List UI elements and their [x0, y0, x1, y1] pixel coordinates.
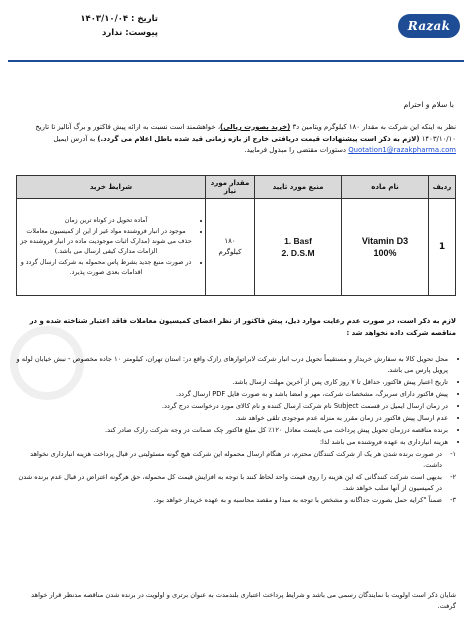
intro-bold: (لازم به ذکر است پیشنهادات قیمت دریافتی خارج از بازه زمانی قید شده باطل اعلام می گردد.)	[97, 134, 420, 143]
intro-text-1: نظر به اینکه این شرکت به مقدار ۱۸۰ کیلوگرم ویتامین د۳	[290, 123, 456, 131]
list-item: • تاریخ اعتبار پیش فاکتور، حداقل تا ۷ روز کاری پس از آخرین مهلت ارسال باشد.	[14, 377, 448, 388]
sub-item-text: در صورت برنده شدن هر یک از شرکت کنندگان محترم، در هنگام ارسال محموله این شرکت هیچ گونه مسئولیتی در قبال پرداخت هزینه انبارداری نخواهد داشت.	[30, 450, 442, 469]
intro-text-3: به آدرس ایمیل	[53, 134, 98, 143]
requirements-list	[14, 354, 458, 507]
condition-item: • در صورت منبع جدید بشرط پاس محموله به شرکت ارسال گردد و اقدامات بعدی صورت پذیرد.	[20, 258, 192, 278]
greeting: با سلام و احترام	[403, 100, 454, 109]
row-index: 1	[429, 199, 456, 296]
condition-item: • آماده تحویل در کوتاه ترین زمان	[20, 216, 192, 226]
closing-paragraph: شایان ذکر است اولویت با نمایندگان رسمی می باشد و شرایط پرداخت اعتباری بلندمدت به عنوان برتری و اولویت در برنده شدن مناقصه مدنظر قرار خواهد گرفت.	[31, 591, 456, 610]
material-name: Vitamin D3	[361, 236, 409, 246]
sub-item-number: ۲-	[450, 473, 456, 481]
quantity-value: ۱۸۰	[224, 237, 236, 245]
table-row	[17, 199, 456, 296]
list-item: • در زمان ارسال ایمیل در قسمت Subject نام شرکت ارسال کننده و نام کالای مورد درخواست درج گردد.	[14, 401, 448, 412]
row-source	[255, 199, 342, 296]
logo-text: Razak	[407, 19, 451, 33]
row-quantity	[206, 199, 255, 296]
date-label: تاریخ : ۱۴۰۳/۱۰/۰۴	[80, 14, 158, 24]
header-divider	[8, 60, 464, 62]
source-1: 1. Basf	[284, 236, 312, 246]
intro-paragraph	[16, 122, 456, 157]
col-source: منبع مورد تایید	[255, 176, 342, 199]
table-header-row	[17, 176, 456, 199]
condition-item: • موجود در انبار فروشنده مواد غیر از این از کمیسیون معاملات حذف می شوند (مدارک اثبات موجودیت ماده در انبار فروشنده جز الزامات مدارک کیفی ارسال می باشد.)	[20, 227, 192, 257]
intro-text-2: ، خواهشمند است نسبت به ارائه پیش فاکتور و برگ آنالیز تا تاریخ ۱۴۰۳/۱۰/۱۰	[35, 123, 456, 143]
material-purity: 100%	[373, 248, 397, 258]
row-conditions	[17, 199, 206, 296]
col-quantity: مقدار مورد نیاز	[206, 176, 255, 199]
sub-item-number: ۳-	[450, 496, 456, 504]
items-table	[16, 175, 456, 296]
source-2: 2. D.S.M	[281, 248, 315, 258]
razak-logo	[398, 14, 460, 38]
list-item: • هزینه انبارداری به عهده فروشنده می باشد لذا:	[14, 437, 448, 448]
attachment-label: پیوست: ندارد	[102, 28, 158, 38]
row-material	[342, 199, 429, 296]
list-item: • برنده مناقصه درزمان تحویل پیش پرداخت می بایست معادل ۱۲۰٪ کل مبلغ فاکتور چک ضمانت در وجه شرکت رازک صادر کند.	[14, 425, 448, 436]
sub-item	[14, 449, 456, 471]
list-item: • پیش فاکتور دارای سربرگ، مشخصات شرکت، مهر و امضا باشد و به صورت فایل PDF ارسال گردد.	[14, 389, 448, 400]
email-link[interactable]: Quotation1@razakpharma.com	[348, 146, 456, 154]
sub-item-text: بدیهی است شرکت کنندگانی که این هزینه را روی قیمت واحد لحاظ کنند با توجه به افزایش قیمت کل محموله، حق هرگونه اعتراض در قبال عدم برنده شدن در کمیسیون از آنها سلب خواهد شد.	[18, 473, 442, 492]
col-material: نام ماده	[342, 176, 429, 199]
quantity-unit: کیلوگرم	[218, 248, 242, 256]
list-item: • عدم ارسال پیش فاکتور در زمان مقرر به منزله عدم موجودی تلقی خواهد شد.	[14, 413, 448, 424]
warning-paragraph: لازم به ذکر است، در صورت عدم رعایت موارد ذیل، پیش فاکتور از نظر اعضای کمیسیون معاملات فاقد اعتبار شناخته شده و در مناقصه شرکت داده نخواهد شد :	[29, 317, 456, 337]
sub-item	[14, 472, 456, 494]
intro-text-4: دستورات مقتضی را مبذول فرمایید.	[244, 146, 349, 154]
col-conditions: شرایط خرید	[17, 176, 206, 199]
header-meta	[8, 12, 158, 40]
sub-item	[14, 495, 456, 506]
list-item: • محل تحویل کالا به سفارش خریدار و مستقیماً تحویل درب انبار شرکت لابراتوارهای رازک واقع در: استان تهران، کیلومتر ۱۰ جاده مخصوص - نبش خیابان لوله و پرویل پارس می باشد.	[14, 354, 448, 376]
col-index: ردیف	[429, 176, 456, 199]
sub-item-number: ۱-	[450, 450, 456, 458]
sub-item-text: ضمناً "کرایه حمل بصورت جداگانه و مشخص با توجه به مبدا و مقصد محاسبه و به عهده خریدار خواهد بود.	[153, 496, 442, 504]
intro-underlined: (خرید بصورت ریالی)	[220, 123, 291, 131]
